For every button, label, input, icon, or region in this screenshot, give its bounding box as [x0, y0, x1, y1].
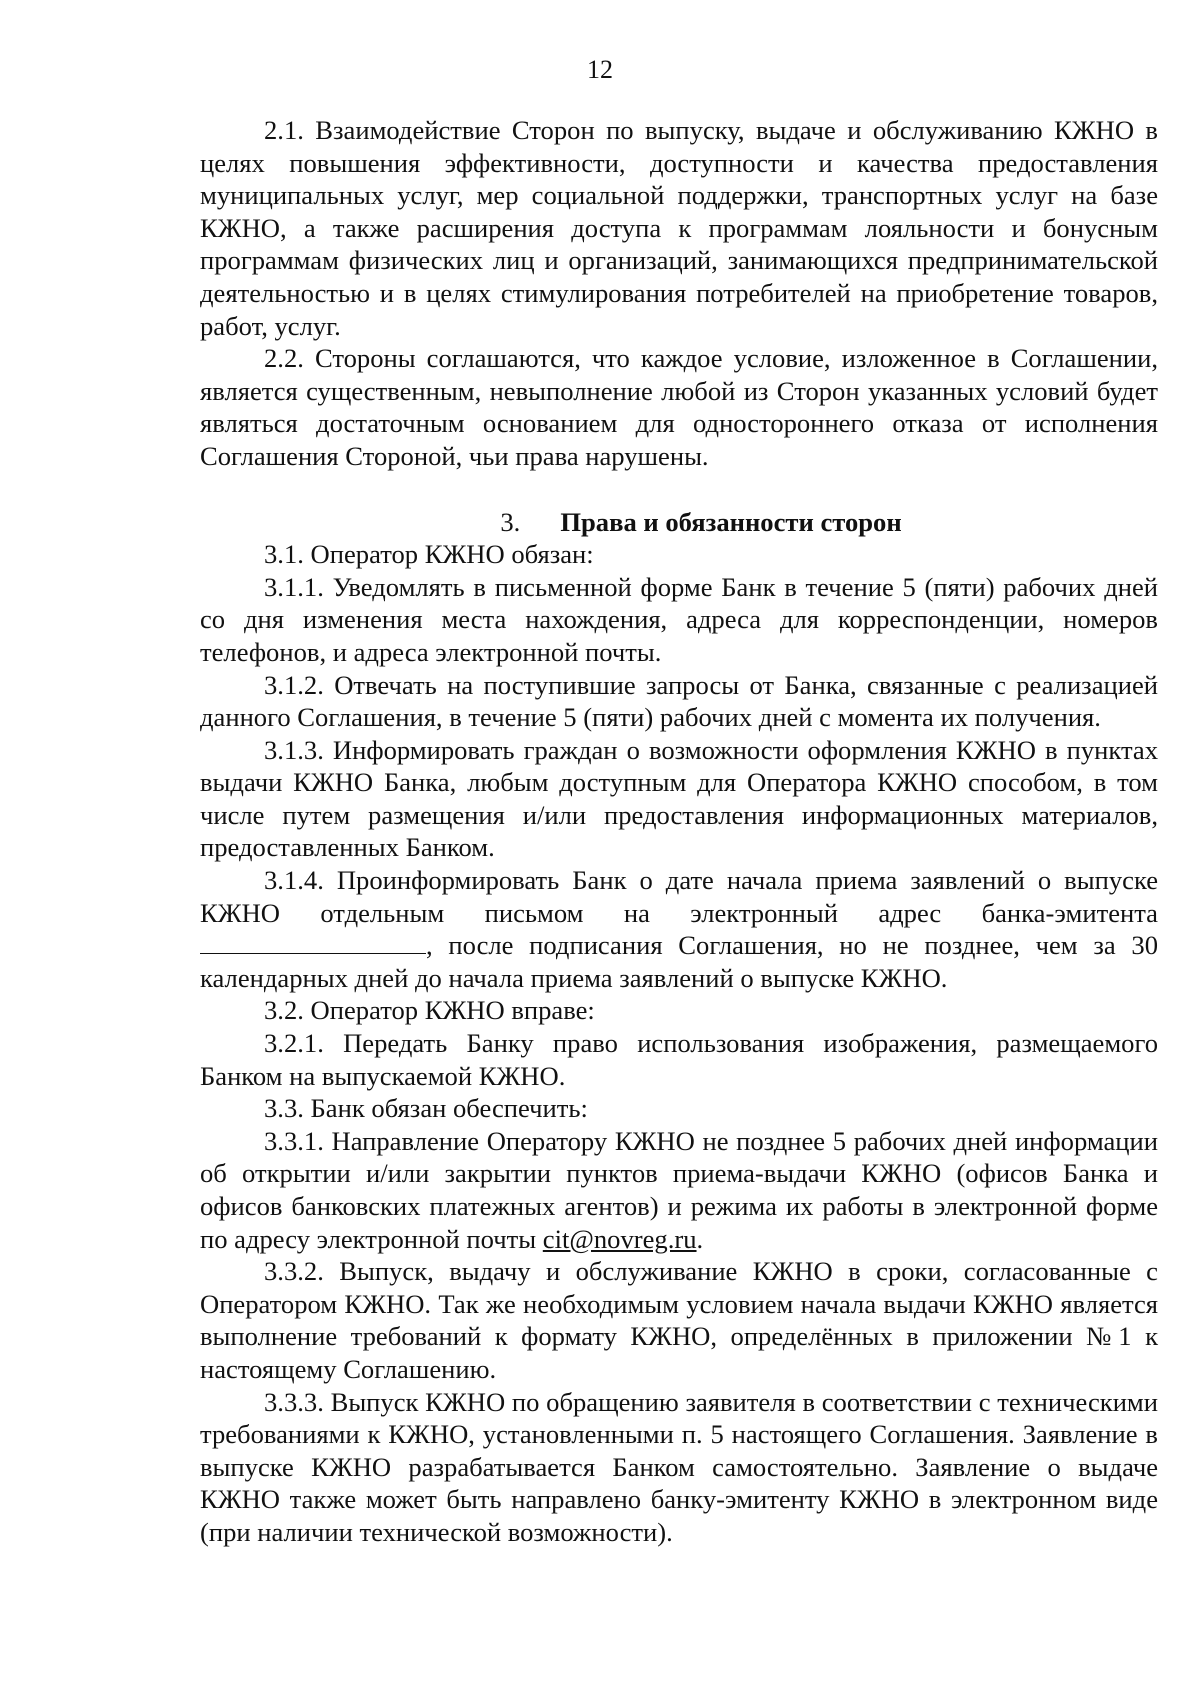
paragraph-3-1-3: 3.1.3. Информировать граждан о возможности оформления КЖНО в пунктах выдачи КЖНО Банка, любым доступным для Оператора КЖНО способом, в том числе путем размещения и/или предоставления информационных материалов, предоставленных Банком.	[200, 734, 1158, 863]
paragraph-3-1-4-end: , после подписания Соглашения, но не позднее, чем за 30 календарных дней до начала приема заявлений о выпуске КЖНО.	[200, 930, 1158, 993]
blank-fill-line	[200, 931, 426, 954]
document-body	[200, 114, 1158, 1549]
section-3-number: 3.	[500, 506, 521, 537]
paragraph-3-1-4-start: 3.1.4. Проинформировать Банк о дате начала приема заявлений о выпуске КЖНО отдельным письмом на электронный адрес банка-эмитента	[200, 865, 1158, 928]
section-3-title: Права и обязанности сторон	[560, 506, 902, 537]
section-3-heading	[200, 506, 1158, 539]
paragraph-3-3-1	[200, 1125, 1158, 1255]
paragraph-3-1-4	[200, 864, 1158, 994]
paragraph-2-1: 2.1. Взаимодействие Сторон по выпуску, выдаче и обслуживанию КЖНО в целях повышения эффективности, доступности и качества предоставления муниципальных услуг, мер социальной поддержки, транспортных услуг на базе КЖНО, а также расширения доступа к программам лояльности и бонусным программам физических лиц и организаций, занимающихся предпринимательской деятельностью и в целях стимулирования потребителей на приобретение товаров, работ, услуг.	[200, 115, 1158, 341]
paragraph-3-3-1-start: 3.3.1. Направление Оператору КЖНО не позднее 5 рабочих дней информации об открытии и/или закрытии пунктов приема-выдачи КЖНО (офисов Банка и офисов банковских платежных агентов) и режима их работы в электронной форме по адресу электронной почты	[200, 1125, 1158, 1254]
page-number: 12	[587, 55, 613, 84]
paragraph-3-3: 3.3. Банк обязан обеспечить:	[264, 1093, 588, 1124]
email-link[interactable]: cit@novreg.ru	[542, 1223, 697, 1254]
paragraph-3-1-2: 3.1.2. Отвечать на поступившие запросы от Банка, связанные с реализацией данного Соглашения, в течение 5 (пяти) рабочих дней с момента их получения.	[200, 669, 1158, 733]
paragraph-3-2-1: 3.2.1. Передать Банку право использования изображения, размещаемого Банком на выпускаемой КЖНО.	[200, 1028, 1158, 1091]
paragraph-3-3-2: 3.3.2. Выпуск, выдачу и обслуживание КЖНО в сроки, согласованные с Оператором КЖНО. Так же необходимым условием начала выдачи КЖНО является выполнение требований к формату КЖНО, определённых в приложении №1 к настоящему Соглашению.	[200, 1256, 1158, 1384]
paragraph-3-3-3: 3.3.3. Выпуск КЖНО по обращению заявителя в соответствии с техническими требованиями к КЖНО, установленными п. 5 настоящего Соглашения. Заявление в выпуске КЖНО разрабатывается Банком самостоятельно. Заявление о выдаче КЖНО также может быть направлено банку-эмитенту КЖНО в электронном виде (при наличии технической возможности).	[200, 1386, 1158, 1547]
paragraph-3-2: 3.2. Оператор КЖНО вправе:	[264, 995, 595, 1026]
paragraph-3-3-1-end: .	[696, 1223, 704, 1254]
paragraph-2-2: 2.2. Стороны соглашаются, что каждое условие, изложенное в Соглашении, является существенным, невыполнение любой из Сторон указанных условий будет являться достаточным основанием для одностороннего отказа от исполнения Соглашения Стороной, чьи права нарушены.	[200, 343, 1158, 471]
paragraph-3-1: 3.1. Оператор КЖНО обязан:	[264, 539, 594, 570]
paragraph-3-1-1: 3.1.1. Уведомлять в письменной форме Банк в течение 5 (пяти) рабочих дней со дня изменения места нахождения, адреса для корреспонденции, номеров телефонов, и адреса электронной почты.	[200, 571, 1158, 667]
